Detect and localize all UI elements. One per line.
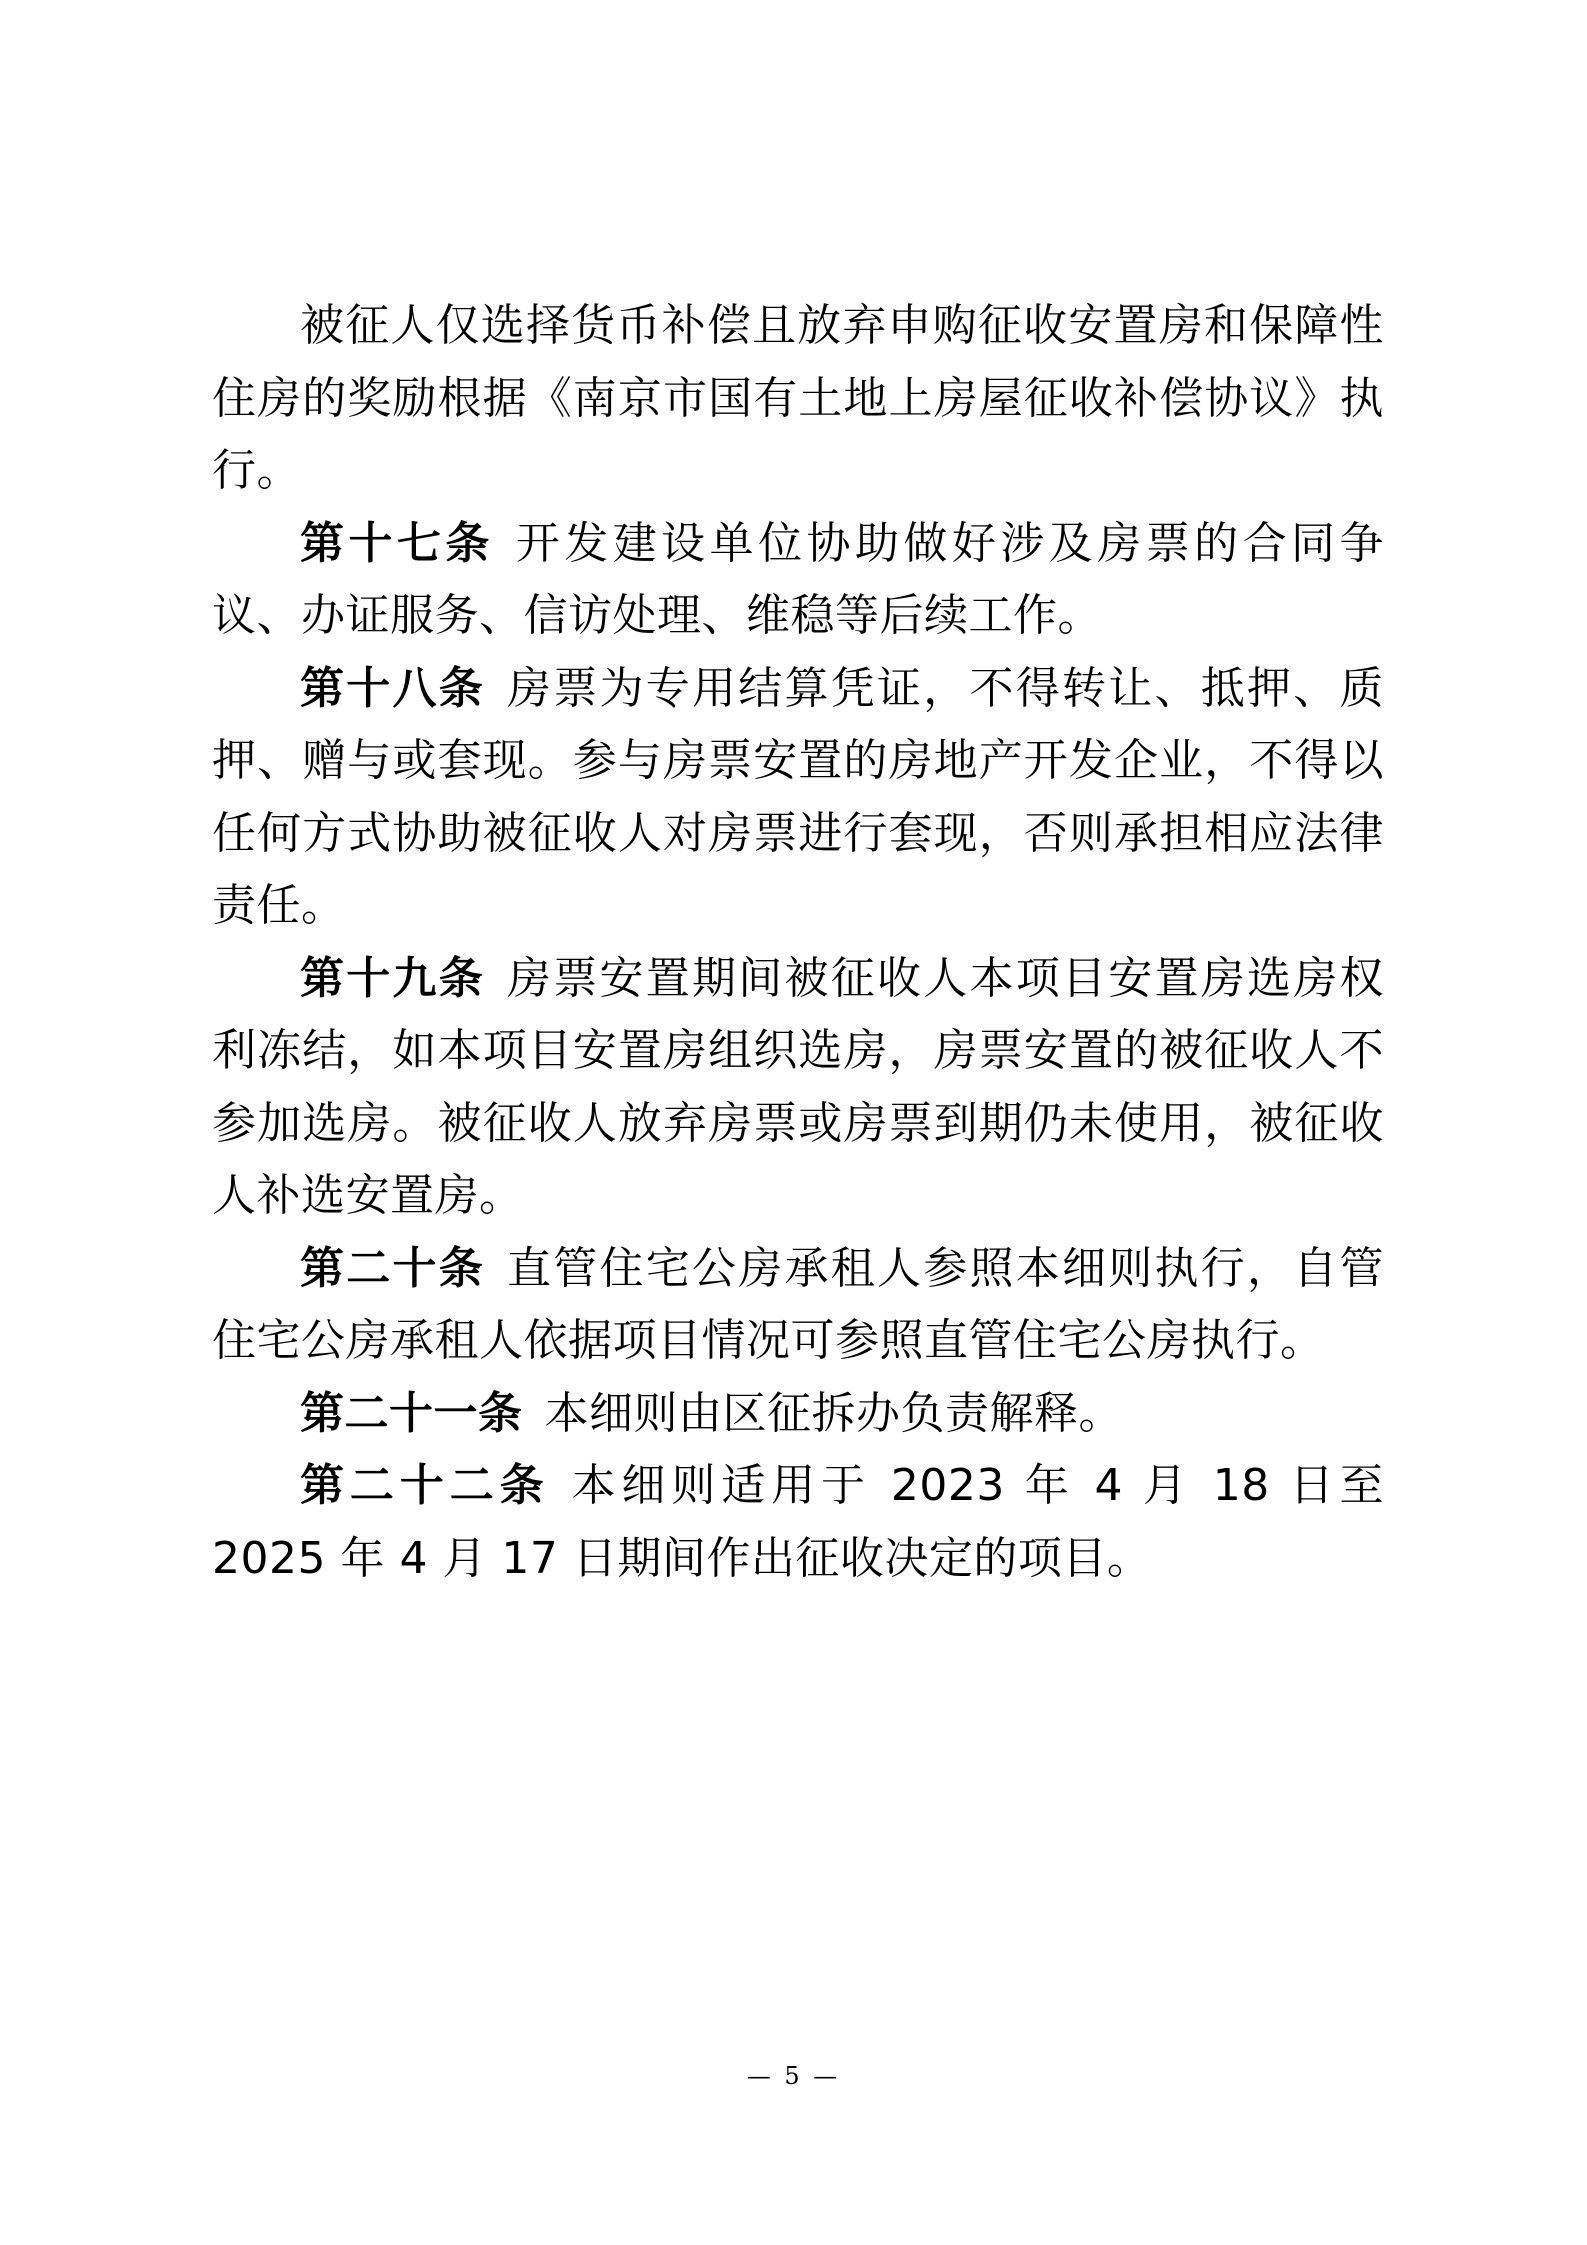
- article-number: 第十八条: [300, 662, 485, 714]
- article-text: 直管住宅公房承租人参照本细则执行，自管住宅公房承租人依据项目情况可参照直管住宅公房执行。: [212, 1242, 1384, 1366]
- article-text: 房票安置期间被征收人本项目安置房选房权利冻结，如本项目安置房组织选房，房票安置的被征收人不参加选房。被征收人放弃房票或房票到期仍未使用，被征收人补选安置房。: [212, 952, 1384, 1221]
- article-text: 本细则适用于 2023 年 4 月 18 日至 2025 年 4 月 17 日期间作出征收决定的项目。: [212, 1460, 1384, 1584]
- article-text: 房票为专用结算凭证，不得转让、抵押、质押、赠与或套现。参与房票安置的房地产开发企业，不得以任何方式协助被征收人对房票进行套现，否则承担相应法律责任。: [212, 662, 1384, 931]
- document-body: [212, 290, 1384, 1595]
- article-21: [212, 1378, 1384, 1451]
- paragraph-text: 被征人仅选择货币补偿且放弃申购征收安置房和保障性住房的奖励根据《南京市国有土地上房屋征收补偿协议》执行。: [212, 300, 1384, 496]
- article-18: [212, 653, 1384, 943]
- article-text: 开发建设单位协助做好涉及房票的合同争议、办证服务、信访处理、维稳等后续工作。: [212, 517, 1385, 641]
- article-number: 第十七条: [300, 517, 494, 569]
- article-22: [212, 1450, 1384, 1595]
- article-19: [212, 943, 1384, 1233]
- page-number: — 5 —: [746, 2062, 841, 2090]
- article-number: 第二十条: [300, 1242, 485, 1294]
- article-text: 本细则由区征拆办负责解释。: [544, 1387, 1123, 1439]
- article-20: [212, 1233, 1384, 1378]
- article-number: 第二十一条: [300, 1387, 523, 1439]
- article-number: 第十九条: [300, 952, 485, 1004]
- article-17: [212, 508, 1384, 653]
- article-number: 第二十二条: [300, 1460, 550, 1511]
- paragraph-intro: [212, 290, 1384, 508]
